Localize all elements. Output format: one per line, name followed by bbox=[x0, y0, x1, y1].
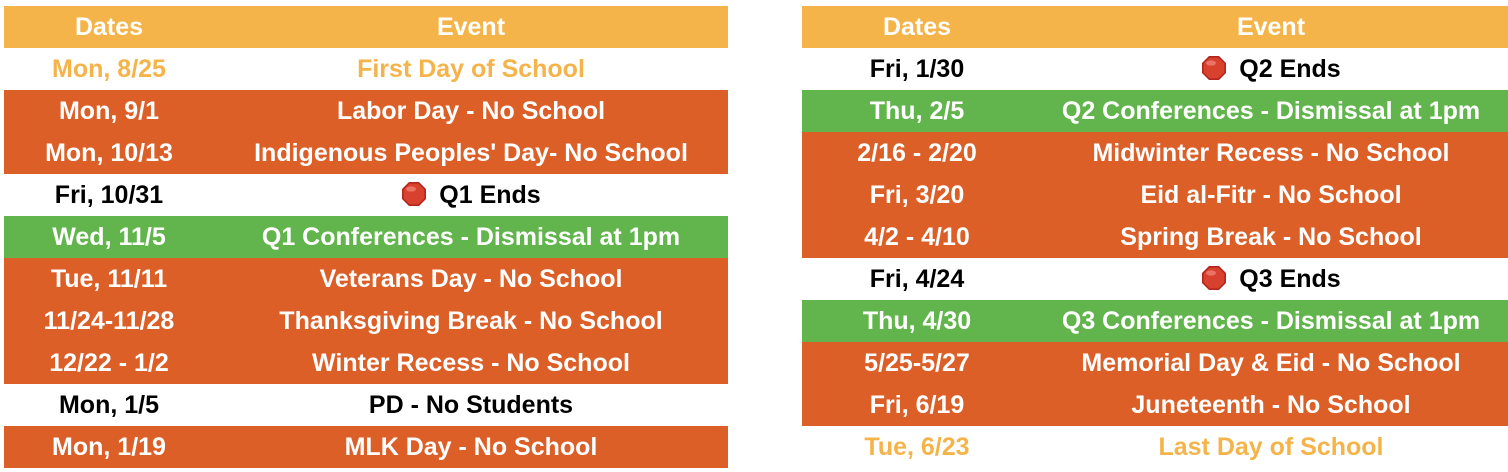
date-cell: Mon, 8/25 bbox=[4, 48, 214, 90]
event-label: Q2 Ends bbox=[1239, 54, 1341, 83]
date-cell: Fri, 6/19 bbox=[802, 384, 1032, 426]
date-cell: Mon, 1/5 bbox=[4, 384, 214, 426]
table-row bbox=[4, 174, 728, 216]
event-label: Juneteenth - No School bbox=[1131, 390, 1411, 419]
dates-header: Dates bbox=[4, 6, 214, 48]
event-label: Q3 Conferences - Dismissal at 1pm bbox=[1061, 306, 1481, 335]
date-cell: Fri, 1/30 bbox=[802, 48, 1032, 90]
table-row bbox=[802, 48, 1508, 90]
event-label: Last Day of School bbox=[1158, 432, 1384, 461]
table-row bbox=[802, 132, 1508, 174]
table-row bbox=[802, 258, 1508, 300]
event-label: Spring Break - No School bbox=[1120, 222, 1422, 251]
date-cell: Mon, 1/19 bbox=[4, 426, 214, 468]
table-row bbox=[4, 300, 728, 342]
table-row bbox=[4, 258, 728, 300]
stop-sign-icon bbox=[1201, 265, 1227, 291]
table-row bbox=[4, 132, 728, 174]
date-cell: 11/24-11/28 bbox=[4, 300, 214, 342]
event-label: First Day of School bbox=[357, 54, 585, 83]
event-cell bbox=[1032, 384, 1508, 426]
event-label: Labor Day - No School bbox=[336, 96, 606, 125]
event-cell bbox=[214, 426, 728, 468]
event-label: Veterans Day - No School bbox=[319, 264, 623, 293]
event-label: Winter Recess - No School bbox=[312, 348, 630, 377]
event-cell bbox=[1032, 300, 1508, 342]
table-row bbox=[4, 426, 728, 468]
event-cell bbox=[1032, 174, 1508, 216]
event-label: Midwinter Recess - No School bbox=[1092, 138, 1450, 167]
event-cell bbox=[214, 384, 728, 426]
table-row bbox=[4, 48, 728, 90]
event-header: Event bbox=[214, 6, 728, 48]
date-cell: 2/16 - 2/20 bbox=[802, 132, 1032, 174]
event-cell bbox=[1032, 132, 1508, 174]
date-cell: Mon, 10/13 bbox=[4, 132, 214, 174]
event-cell bbox=[1032, 342, 1508, 384]
event-cell bbox=[1032, 216, 1508, 258]
event-label: Indigenous Peoples' Day- No School bbox=[254, 138, 688, 167]
table-row bbox=[4, 342, 728, 384]
calendar-table-right bbox=[802, 6, 1508, 468]
date-cell: Wed, 11/5 bbox=[4, 216, 214, 258]
table-row bbox=[802, 174, 1508, 216]
event-label: Q1 Conferences - Dismissal at 1pm bbox=[261, 222, 681, 251]
date-cell: 5/25-5/27 bbox=[802, 342, 1032, 384]
calendar-table-left bbox=[4, 6, 728, 468]
event-cell bbox=[214, 342, 728, 384]
event-cell bbox=[1032, 426, 1508, 468]
event-cell bbox=[214, 174, 728, 216]
event-header: Event bbox=[1032, 6, 1508, 48]
table-body bbox=[802, 48, 1508, 468]
event-label: MLK Day - No School bbox=[344, 432, 598, 461]
event-cell bbox=[214, 216, 728, 258]
stop-sign-icon bbox=[1201, 55, 1227, 81]
event-cell bbox=[1032, 90, 1508, 132]
table-row bbox=[802, 300, 1508, 342]
table-row bbox=[802, 384, 1508, 426]
event-cell bbox=[214, 132, 728, 174]
event-cell bbox=[214, 48, 728, 90]
table-header-row bbox=[802, 6, 1508, 48]
stop-sign-icon bbox=[401, 181, 427, 207]
table-header-row bbox=[4, 6, 728, 48]
event-cell bbox=[1032, 48, 1508, 90]
event-cell bbox=[214, 90, 728, 132]
event-label: Q2 Conferences - Dismissal at 1pm bbox=[1061, 96, 1481, 125]
date-cell: 4/2 - 4/10 bbox=[802, 216, 1032, 258]
event-label: Q1 Ends bbox=[439, 180, 541, 209]
event-cell bbox=[1032, 258, 1508, 300]
table-row bbox=[802, 216, 1508, 258]
date-cell: Tue, 6/23 bbox=[802, 426, 1032, 468]
table-row bbox=[4, 216, 728, 258]
date-cell: Mon, 9/1 bbox=[4, 90, 214, 132]
event-label: Thanksgiving Break - No School bbox=[279, 306, 663, 335]
event-cell bbox=[214, 258, 728, 300]
table-row bbox=[4, 384, 728, 426]
table-row bbox=[4, 90, 728, 132]
table-row bbox=[802, 90, 1508, 132]
date-cell: Thu, 2/5 bbox=[802, 90, 1032, 132]
event-label: Q3 Ends bbox=[1239, 264, 1341, 293]
event-label: PD - No Students bbox=[368, 390, 574, 419]
event-cell bbox=[214, 300, 728, 342]
table-row bbox=[802, 426, 1508, 468]
date-cell: Thu, 4/30 bbox=[802, 300, 1032, 342]
date-cell: 12/22 - 1/2 bbox=[4, 342, 214, 384]
date-cell: Tue, 11/11 bbox=[4, 258, 214, 300]
date-cell: Fri, 4/24 bbox=[802, 258, 1032, 300]
table-body bbox=[4, 48, 728, 468]
event-label: Eid al-Fitr - No School bbox=[1140, 180, 1402, 209]
event-label: Memorial Day & Eid - No School bbox=[1081, 348, 1461, 377]
date-cell: Fri, 10/31 bbox=[4, 174, 214, 216]
table-row bbox=[802, 342, 1508, 384]
date-cell: Fri, 3/20 bbox=[802, 174, 1032, 216]
dates-header: Dates bbox=[802, 6, 1032, 48]
